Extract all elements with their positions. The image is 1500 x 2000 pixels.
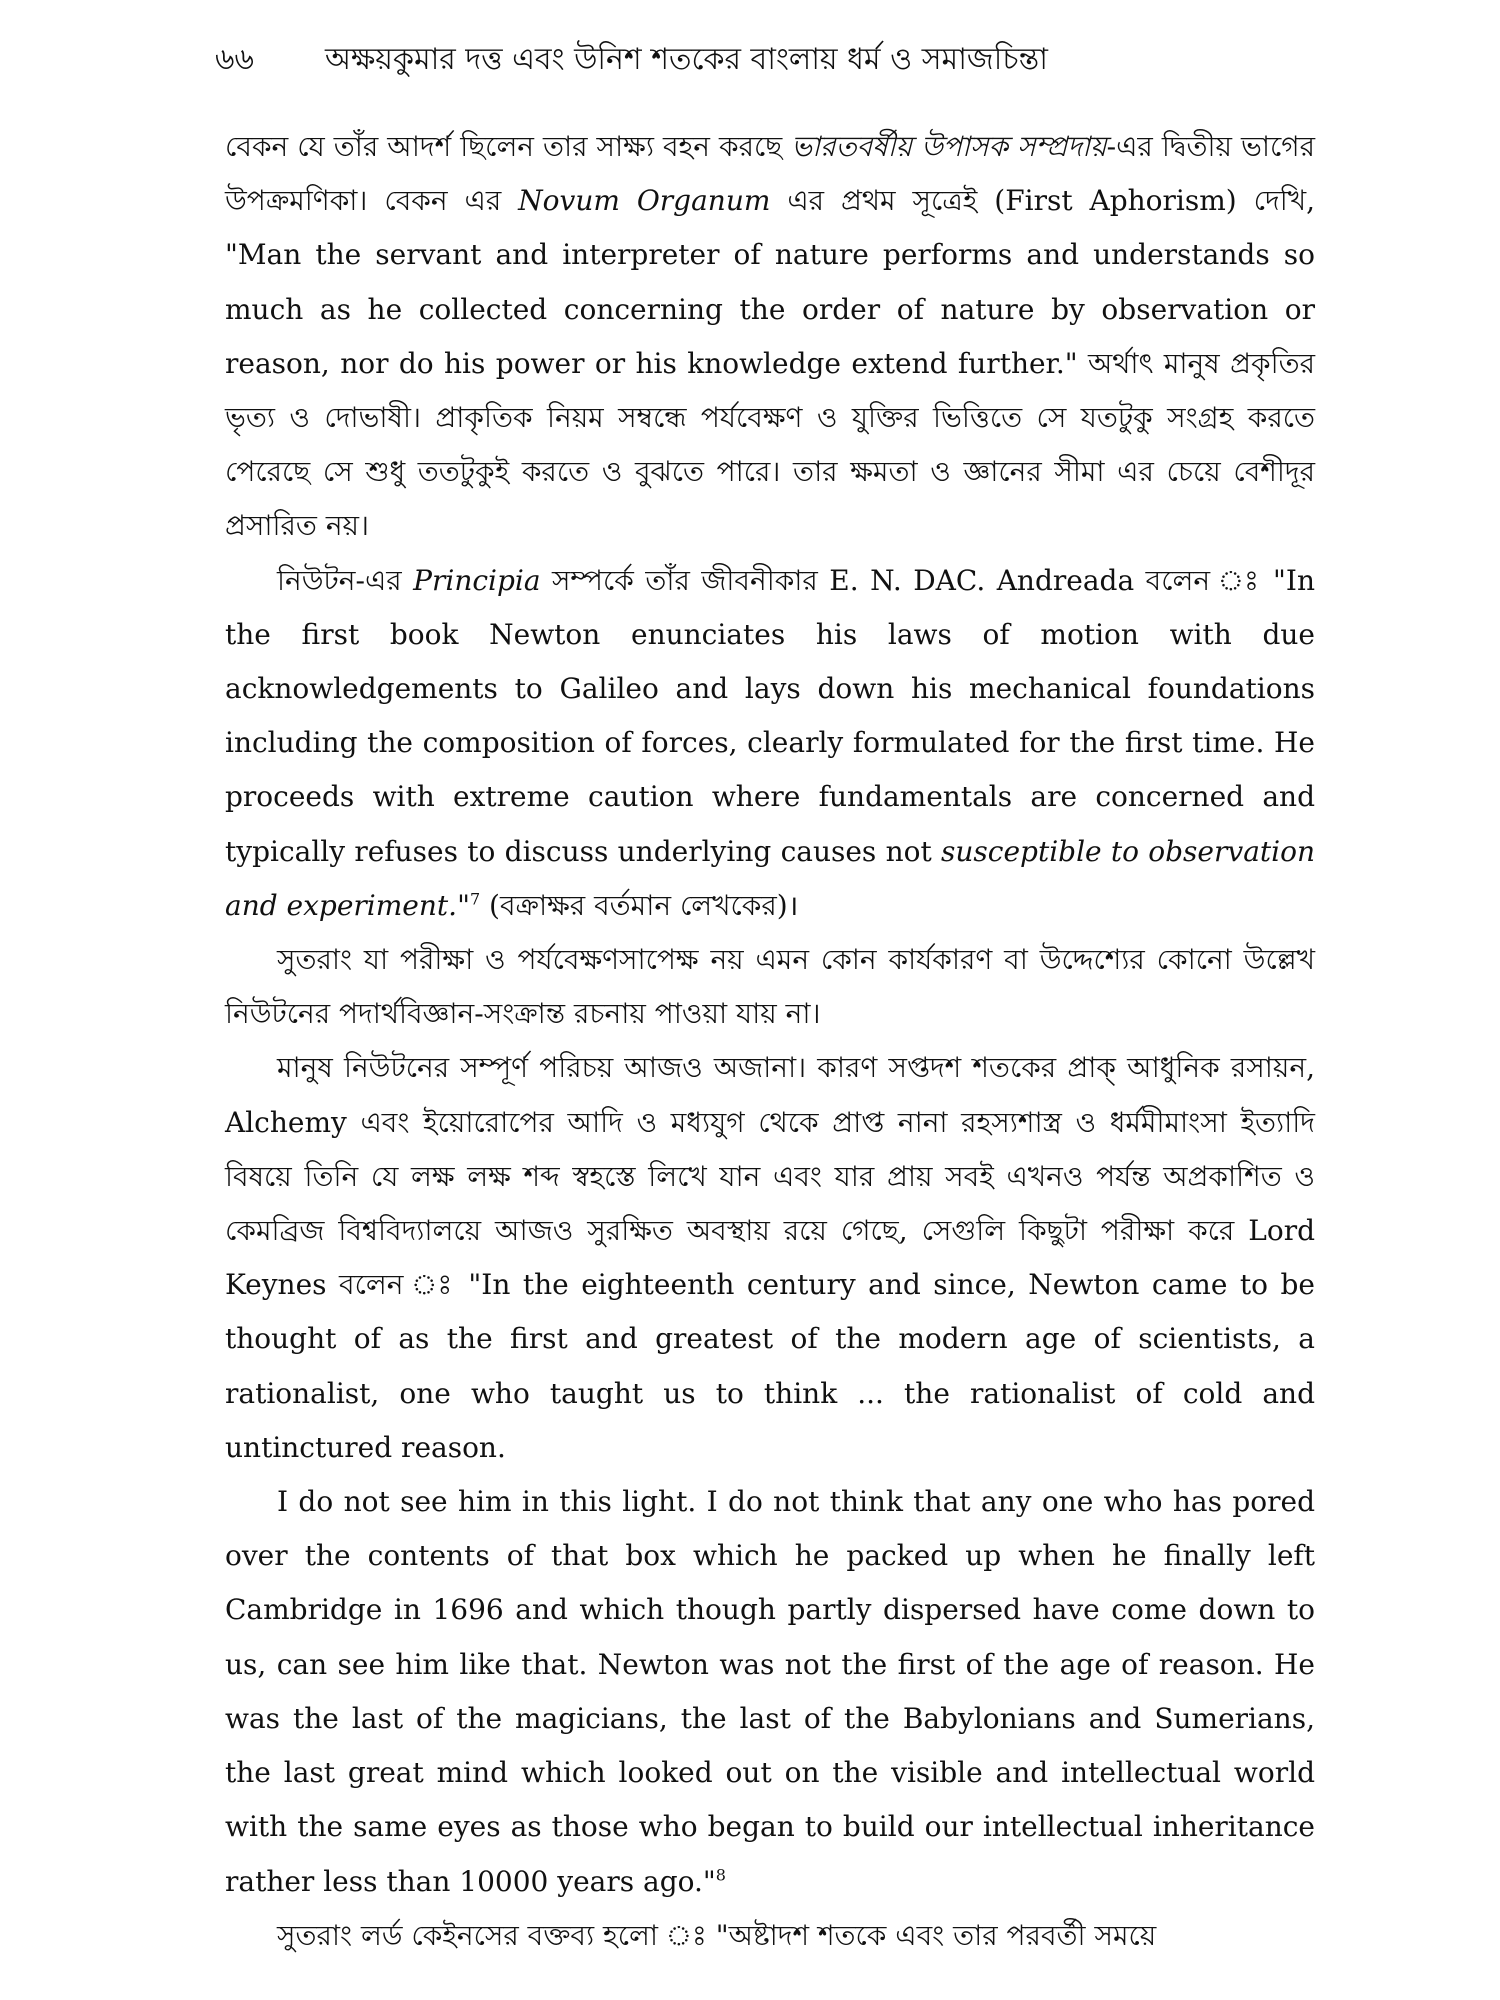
footnote-marker: 7 bbox=[469, 889, 481, 909]
text-run: নিউটন-এর bbox=[277, 563, 414, 597]
paragraph-keynes-summary: সুতরাং লর্ড কেইনসের বক্তব্য হলো ঃ "অষ্টাদশ শতকে এবং তার পরবর্তী সময়ে bbox=[277, 1918, 1157, 1952]
text-run: -এর দ্বিতীয় ভাগের উপক্রমণিকা। বেকন এর bbox=[225, 130, 1315, 218]
text-run: সম্পর্কে তাঁর জীবনীকার E. N. DAC. Andreada বলেন ঃ "In the first book Newton enunciates his laws of motion with due acknowledgements to Galileo and lays down his mechanical foundations including the composition of forces, clearly formulated for the first time. He proceeds with extreme caution where fundamentals are concerned and typically refuses to discuss underlying causes not bbox=[225, 563, 1315, 868]
text-run: (বক্রাক্ষর বর্তমান লেখকের)। bbox=[480, 888, 799, 922]
page-header bbox=[215, 30, 1315, 90]
italic-title: Novum Organum bbox=[518, 184, 771, 218]
text-run: এর প্রথম সূত্রেই (First Aphorism) দেখি, "Man the servant and interpreter of nature performs and understands so much as he collected concerning the order of nature by observation or reason, nor do his power or his knowledge extend further." অর্থাৎ মানুষ প্রকৃতির ভৃত্য ও দোভাষী। প্রাকৃতিক নিয়ম সম্বন্ধে পর্যবেক্ষণ ও যুক্তির ভিত্তিতে সে যতটুকু সংগ্রহ করতে পেরেছে সে শুধু ততটুকুই করতে ও বুঝতে পারে। তার ক্ষমতা ও জ্ঞানের সীমা এর চেয়ে বেশীদূর প্রসারিত নয়। bbox=[225, 184, 1316, 543]
running-title: অক্ষয়কুমার দত্ত এবং উনিশ শতকের বাংলায় ধর্ম ও সমাজচিন্তা bbox=[325, 42, 1048, 77]
paragraph-keynes-quote bbox=[225, 1475, 1315, 1909]
italic-phrase: susceptible to observation and experiment. bbox=[225, 834, 1315, 922]
italic-title: ভারতবর্ষীয় উপাসক সম্প্রদায় bbox=[791, 130, 1107, 163]
page-number: ৬৬ bbox=[215, 42, 255, 77]
text-run: " bbox=[457, 888, 470, 922]
paragraph-principia bbox=[225, 554, 1315, 933]
footnote-marker: 8 bbox=[715, 1865, 726, 1885]
paragraph-bacon bbox=[225, 120, 1315, 554]
text-run: I do not see him in this light. I do not think that any one who has pored over the contents of that box which he packed up when he finally left Cambridge in 1696 and which though partly dispersed have come down to us, can see him like that. Newton was not the first of the age of reason. He was the last of the magicians, the last of the Babylonians and Sumerians, the last great mind which looked out on the visible and intellectual world with the same eyes as those who began to build our intellectual inheritance rather less than 10000 years ago." bbox=[225, 1485, 1315, 1898]
text-run: বেকন যে তাঁর আদর্শ ছিলেন তার সাক্ষ্য বহন করছে bbox=[225, 130, 792, 163]
paragraph-keynes: মানুষ নিউটনের সম্পূর্ণ পরিচয় আজও অজানা। কারণ সপ্তদশ শতকের প্রাক্ আধুনিক রসায়ন, Alchemy এবং ইয়োরোপের আদি ও মধ্যযুগ থেকে প্রাপ্ত নানা রহস্যশাস্ত্র ও ধর্মমীমাংসা ইত্যাদি বিষয়ে তিনি যে লক্ষ লক্ষ শব্দ স্বহস্তে লিখে যান এবং যার প্রায় সবই এখনও পর্যন্ত অপ্রকাশিত ও কেমব্রিজ বিশ্ববিদ্যালয়ে আজও সুরক্ষিত অবস্থায় রয়ে গেছে, সেগুলি কিছুটা পরীক্ষা করে Lord Keynes বলেন ঃ "In the eighteenth century and since, Newton came to be thought of as the first and greatest of the modern age of scientists, a rationalist, one who taught us to think ... the rationalist of cold and untinctured reason. bbox=[225, 1051, 1315, 1464]
paragraph-conclusion: সুতরাং যা পরীক্ষা ও পর্যবেক্ষণসাপেক্ষ নয় এমন কোন কার্যকারণ বা উদ্দেশ্যের কোনো উল্লেখ নিউটনের পদার্থবিজ্ঞান-সংক্রান্ত রচনায় পাওয়া যায় না। bbox=[225, 943, 1315, 1031]
body-text bbox=[225, 120, 1315, 1963]
italic-title: Principia bbox=[413, 563, 541, 597]
